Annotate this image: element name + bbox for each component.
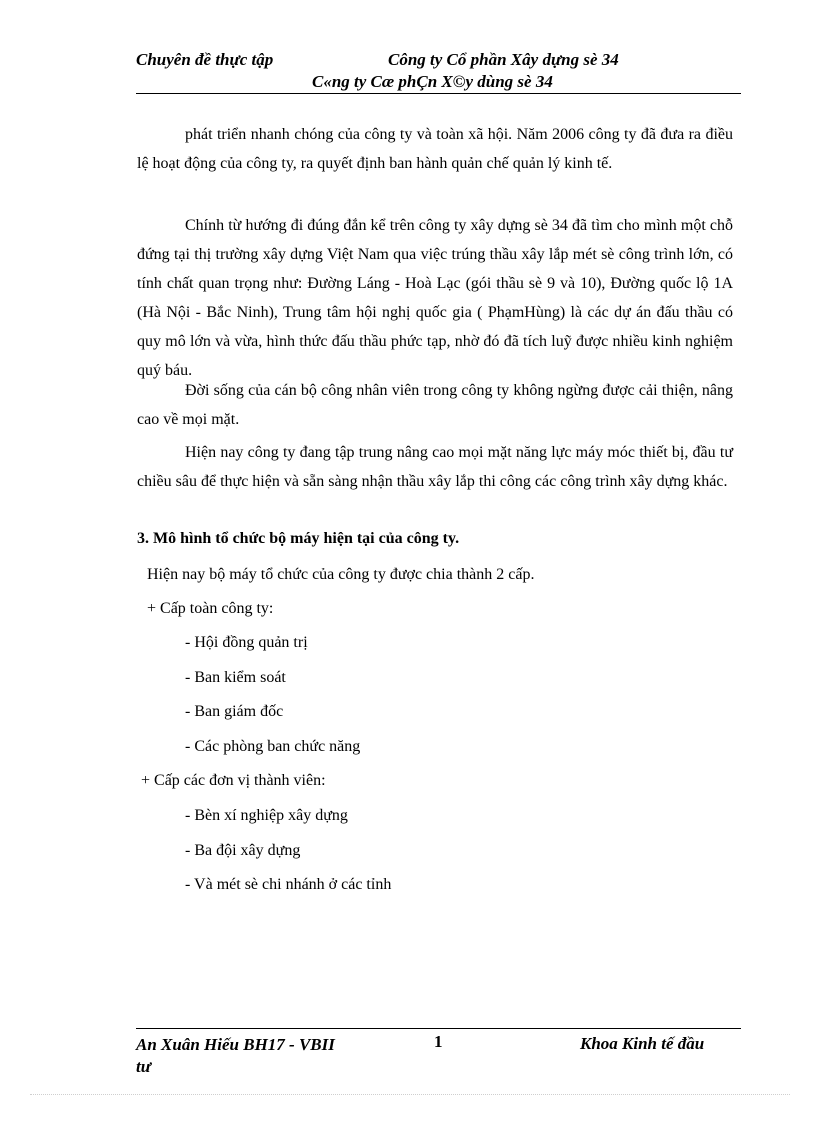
level1-item: - Ban kiểm soát [185,669,286,686]
section-intro: Hiện nay bộ máy tổ chức của công ty được chia thành 2 cấp. [147,566,535,583]
footer-rule [136,1028,741,1029]
paragraph-1: phát triển nhanh chóng của công ty và toàn xã hội. Năm 2006 công ty đã đưa ra điều lệ hoạt động của công ty, ra quyết định ban hành quản chế quản lý kinh tế. [137,126,733,172]
header-rule [136,93,741,94]
paragraph-4: Hiện nay công ty đang tập trung nâng cao mọi mặt năng lực máy móc thiết bị, đầu tư chiều sâu để thực hiện và sẵn sàng nhận thầu xây lắp thi công các công trình xây dựng khác. [137,444,733,490]
header-title-left: Chuyên đề thực tập [136,50,274,69]
level1-item: - Ban giám đốc [185,703,284,720]
footer-department: Khoa Kinh tế đầu [580,1034,705,1053]
level2-item: - Và mét sè chi nhánh ở các tỉnh [185,876,392,893]
footer-dept-continuation: tư [136,1057,151,1076]
footer-author [136,1034,376,1078]
level1-item: - Hội đồng quản trị [185,634,308,651]
page-edge-divider [30,1094,790,1095]
level2-item: - Bèn xí nghiệp xây dựng [185,807,348,824]
header-company-name-alt: C«ng ty Cæ phÇn X©y dùng sè 34 [312,72,553,91]
footer-author-name: An Xuân Hiếu BH17 - VBII [136,1035,335,1054]
paragraph-2: Chính từ hướng đi đúng đắn kể trên công ty xây dựng sè 34 đã tìm cho mình một chỗ đứng tại thị trường xây dựng Việt Nam qua việc trúng thầu xây lắp mét sè công trình lớn, có tính chất quan trọng như: Đường Láng - Hoà Lạc (gói thầu sè 9 và 10), Đường quốc lộ 1A (Hà Nội - Bắc Ninh), Trung tâm hội nghị quốc gia ( PhạmHùng) là các dự án đấu thầu có quy mô lớn và vừa, hình thức đấu thầu phức tạp, nhờ đó đã tích luỹ được nhiều kinh nghiệm quý báu. [137,217,733,379]
level1-item: - Các phòng ban chức năng [185,738,361,755]
level1-title: + Cấp toàn công ty: [147,600,274,617]
paragraph-3: Đời sống của cán bộ công nhân viên trong công ty không ngừng được cải thiện, nâng cao về mọi mặt. [137,382,733,428]
page-number: 1 [434,1032,443,1051]
level2-item: - Ba đội xây dựng [185,842,301,859]
level2-title: + Cấp các đơn vị thành viên: [141,772,326,789]
header-company-name: Công ty Cổ phần Xây dựng sè 34 [388,50,619,69]
section-heading: 3. Mô hình tổ chức bộ máy hiện tại của công ty. [137,530,460,547]
